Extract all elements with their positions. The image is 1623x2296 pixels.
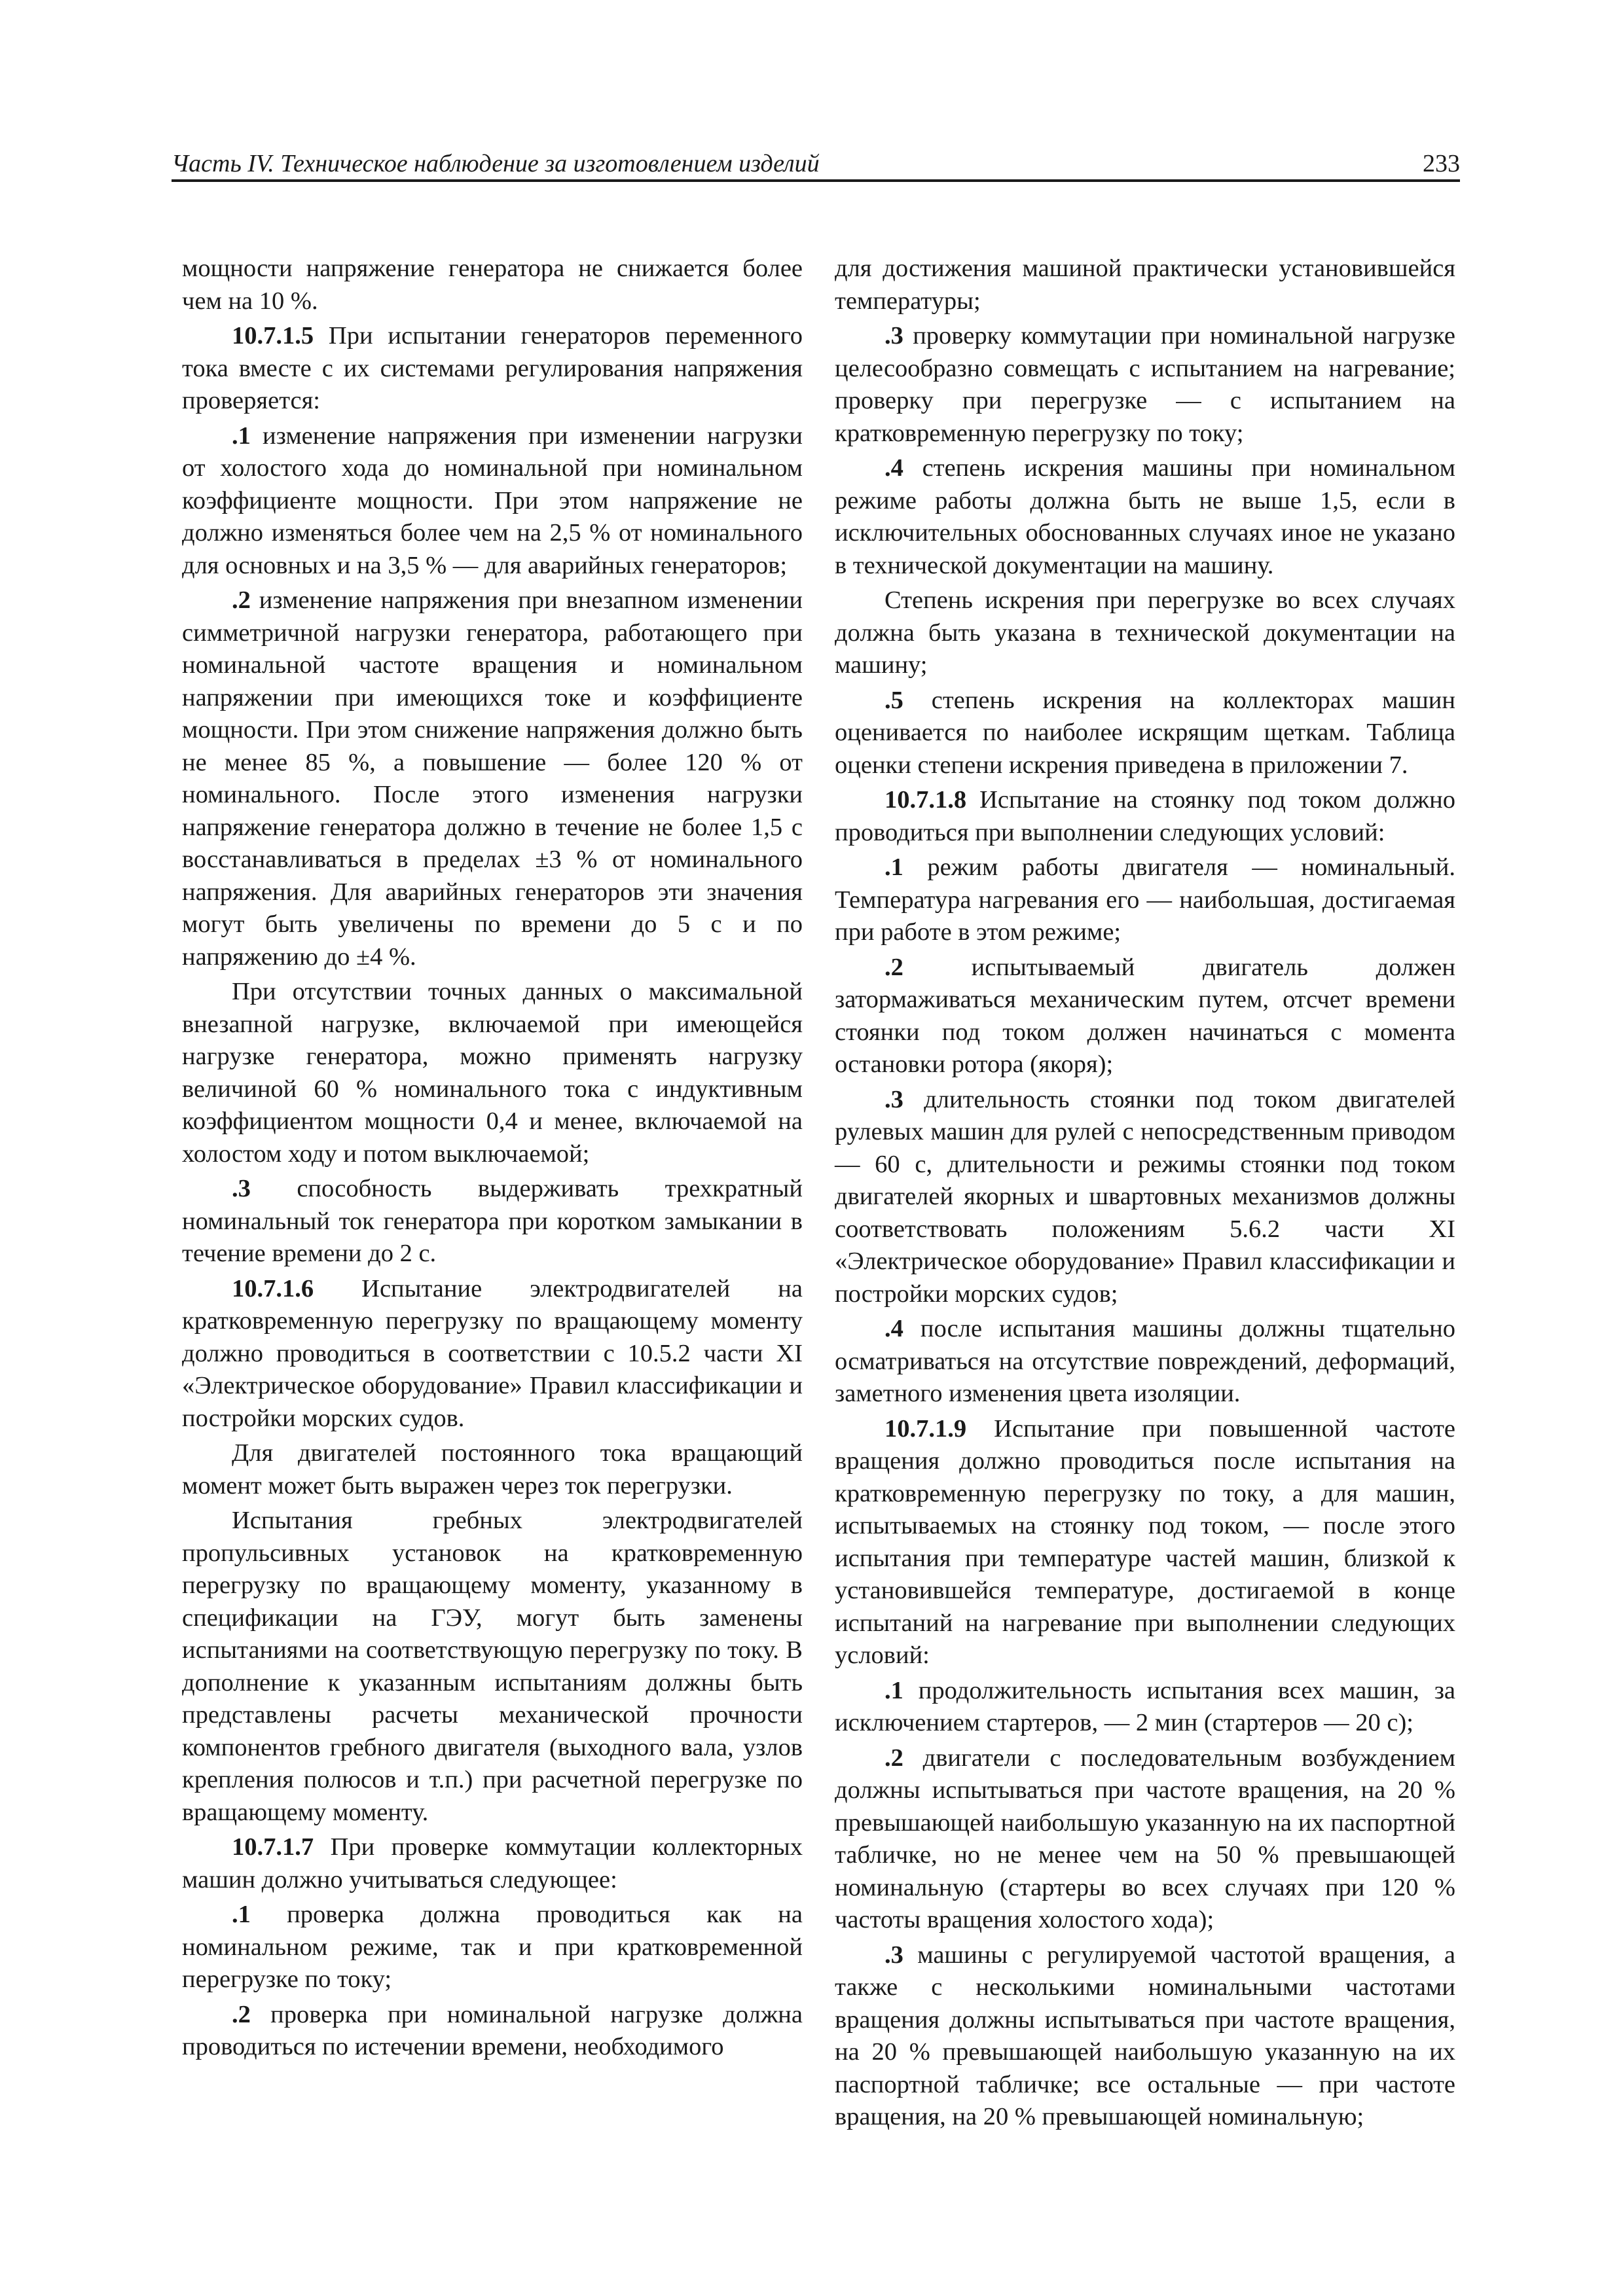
page-number: 233 bbox=[1423, 150, 1460, 177]
paragraph bbox=[835, 452, 1455, 582]
item-number: .2 bbox=[884, 1744, 903, 1772]
paragraph bbox=[835, 852, 1455, 949]
paragraph-text: машины с регулируемой частотой вращения, а также с несколькими номинальными частотами вращения должны испытываться при частоте вращения, на 20 % превышающей наибольшую указанную на их паспортной табличке; все остальные — при частоте вращения, на 20 % превышающей номинальную; bbox=[835, 1941, 1455, 2130]
item-number: .2 bbox=[232, 2000, 251, 2028]
paragraph-text: продолжительность испытания всех машин, за исключением стартеров, — 2 мин (стартеров — 20 с); bbox=[835, 1676, 1455, 1736]
paragraph-text: мощности напряжение генератора не снижается более чем на 10 %. bbox=[182, 255, 803, 315]
item-number: .3 bbox=[884, 1941, 903, 1969]
paragraph bbox=[182, 1505, 803, 1829]
paragraph-text: проверка при номинальной нагрузке должна проводиться по истечении времени, необходимого bbox=[182, 2000, 803, 2060]
paragraph-text: способность выдерживать трехкратный номинальный ток генератора при коротком замыкании в течение времени до 2 с. bbox=[182, 1175, 803, 1267]
paragraph-text: Для двигателей постоянного тока вращающий момент может быть выражен через ток перегрузки. bbox=[182, 1439, 803, 1499]
item-number: .2 bbox=[884, 953, 903, 981]
paragraph bbox=[182, 253, 803, 317]
page-header bbox=[172, 149, 1460, 178]
paragraph bbox=[835, 584, 1455, 682]
paragraph-text: Испытание при повышенной частоте вращения должно проводиться после испытания на кратковременную перегрузку по току, а для машин, испытываемых на стоянку под током, — после этого испытания при температуре частей машин, близкой к установившейся температуре, достигаемой в конце испытаний на нагревание при выполнении следующих условий: bbox=[835, 1414, 1455, 1669]
paragraph-text: Степень искрения при перегрузке во всех случаях должна быть указана в технической документации на машину; bbox=[835, 586, 1455, 679]
paragraph-text: При отсутствии точных данных о максимальной внезапной нагрузке, включаемой при имеющейся нагрузке генератора, можно применять нагрузку величиной 60 % номинального тока с индуктивным коэффициентом мощности 0,4 и менее, включаемой на холостом ходу и потом выключаемой; bbox=[182, 978, 803, 1168]
paragraph-text: Испытания гребных электродвигателей пропульсивных установок на кратковременную перегрузку по вращающему моменту, указанному в спецификации на ГЭУ, могут быть заменены испытаниями на соответствующую перегрузку по току. В дополнение к указанным испытаниям должны быть представлены расчеты механической прочности компонентов гребного двигателя (выходного вала, узлов крепления полюсов и т.п.) при расчетной перегрузке по вращающему моменту. bbox=[182, 1507, 803, 1826]
item-number: .1 bbox=[232, 1901, 251, 1928]
header-rule bbox=[172, 179, 1460, 182]
paragraph-text: для достижения машиной практически установившейся температуры; bbox=[835, 255, 1455, 315]
paragraph bbox=[835, 1742, 1455, 1937]
item-number: .1 bbox=[884, 853, 903, 881]
paragraph bbox=[835, 952, 1455, 1081]
paragraph-text: степень искрения на коллекторах машин оценивается по наиболее искрящим щеткам. Таблица оценки степени искрения приведена в приложении 7. bbox=[835, 686, 1455, 779]
item-number: .3 bbox=[884, 322, 903, 350]
paragraph-text: При проверке коммутации коллекторных машин должно учитываться следующее: bbox=[182, 1833, 803, 1893]
item-number: .4 bbox=[884, 1315, 903, 1342]
left-column bbox=[182, 253, 803, 2066]
paragraph-text: режим работы двигателя — номинальный. Температура нагревания его — наибольшая, достигаемая при работе в этом режиме; bbox=[835, 853, 1455, 946]
paragraph bbox=[182, 1437, 803, 1502]
paragraph-text: после испытания машины должны тщательно осматриваться на отсутствие повреждений, деформаций, заметного изменения цвета изоляции. bbox=[835, 1315, 1455, 1407]
paragraph bbox=[835, 253, 1455, 317]
paragraph bbox=[835, 320, 1455, 450]
paragraph bbox=[835, 1675, 1455, 1740]
paragraph bbox=[835, 1413, 1455, 1672]
paragraph-text: степень искрения машины при номинальном режиме работы должна быть не выше 1,5, если в исключительных обоснованных случаях иное не указано в технической документации на машину. bbox=[835, 454, 1455, 579]
paragraph bbox=[182, 420, 803, 583]
paragraph-text: При испытании генераторов переменного тока вместе с их системами регулирования напряжения проверяется: bbox=[182, 322, 803, 414]
paragraph-text: изменение напряжения при изменении нагрузки от холостого хода до номинальной при номинальном коэффициенте мощности. При этом напряжение не должно изменяться более чем на 2,5 % от номинального для основных и на 3,5 % — для аварийных генераторов; bbox=[182, 422, 803, 579]
paragraph-text: испытываемый двигатель должен затормаживаться механическим путем, отсчет времени стоянки под током должен начинаться с момента остановки ротора (якоря); bbox=[835, 953, 1455, 1078]
paragraph bbox=[182, 584, 803, 973]
paragraph-text: Испытание на стоянку под током должно проводиться при выполнении следующих условий: bbox=[835, 786, 1455, 846]
item-number: .3 bbox=[884, 1085, 903, 1113]
paragraph bbox=[182, 1899, 803, 1996]
paragraph bbox=[182, 1273, 803, 1435]
paragraph bbox=[835, 1939, 1455, 2134]
right-column bbox=[835, 253, 1455, 2136]
item-number: 10.7.1.8 bbox=[884, 786, 967, 814]
item-number: .1 bbox=[884, 1676, 903, 1704]
item-number: .5 bbox=[884, 686, 903, 714]
item-number: .3 bbox=[232, 1175, 251, 1202]
paragraph bbox=[835, 784, 1455, 849]
running-title: Часть IV. Техническое наблюдение за изготовлением изделий bbox=[172, 150, 820, 177]
paragraph-text: проверку коммутации при номинальной нагрузке целесообразно совмещать с испытанием на нагревание; проверку при перегрузке — с испытанием на кратковременную перегрузку по току; bbox=[835, 322, 1455, 447]
item-number: .2 bbox=[232, 586, 251, 614]
item-number: 10.7.1.7 bbox=[232, 1833, 314, 1861]
paragraph bbox=[835, 1313, 1455, 1410]
paragraph bbox=[182, 1831, 803, 1896]
item-number: 10.7.1.5 bbox=[232, 322, 314, 350]
item-number: .4 bbox=[884, 454, 903, 482]
paragraph bbox=[182, 1173, 803, 1270]
paragraph-text: Испытание электродвигателей на кратковременную перегрузку по вращающему моменту должно проводиться в соответствии с 10.5.2 части XI «Электрическое оборудование» Правил классификации и постройки морских судов. bbox=[182, 1274, 803, 1432]
item-number: .1 bbox=[232, 422, 251, 450]
paragraph-text: проверка должна проводиться как на номинальном режиме, так и при кратковременной перегрузке по току; bbox=[182, 1901, 803, 1993]
paragraph-text: изменение напряжения при внезапном изменении симметричной нагрузки генератора, работающего при номинальной частоте вращения и номинальном напряжении при имеющихся токе и коэффициенте мощности. При этом снижение напряжения должно быть не менее 85 %, а повышение — более 120 % от номинального. После этого изменения нагрузки напряжение генератора должно в течение не более 1,5 с восстанавливаться в пределах ±3 % от номинального напряжения. Для аварийных генераторов эти значения могут быть увеличены по времени до 5 с и по напряжению до ±4 %. bbox=[182, 586, 803, 971]
paragraph bbox=[835, 685, 1455, 782]
item-number: 10.7.1.9 bbox=[884, 1414, 967, 1443]
paragraph bbox=[182, 1999, 803, 2064]
paragraph bbox=[182, 320, 803, 418]
paragraph bbox=[835, 1084, 1455, 1311]
paragraph-text: длительность стоянки под током двигателей рулевых машин для рулей с непосредственным приводом — 60 с, длительности и режимы стоянки под током двигателей якорных и швартовных механизмов должны соответствовать положениям 5.6.2 части XI «Электрическое оборудование» Правил классификации и постройки морских судов; bbox=[835, 1085, 1455, 1308]
paragraph bbox=[182, 976, 803, 1170]
item-number: 10.7.1.6 bbox=[232, 1274, 314, 1302]
paragraph-text: двигатели с последовательным возбуждением должны испытываться при частоте вращения, на 20 % превышающей наибольшую указанную на их паспортной табличке, но не менее чем на 50 % превышающей номинальную (стартеры во всех случаях при 120 % частоты вращения холостого хода); bbox=[835, 1744, 1455, 1933]
